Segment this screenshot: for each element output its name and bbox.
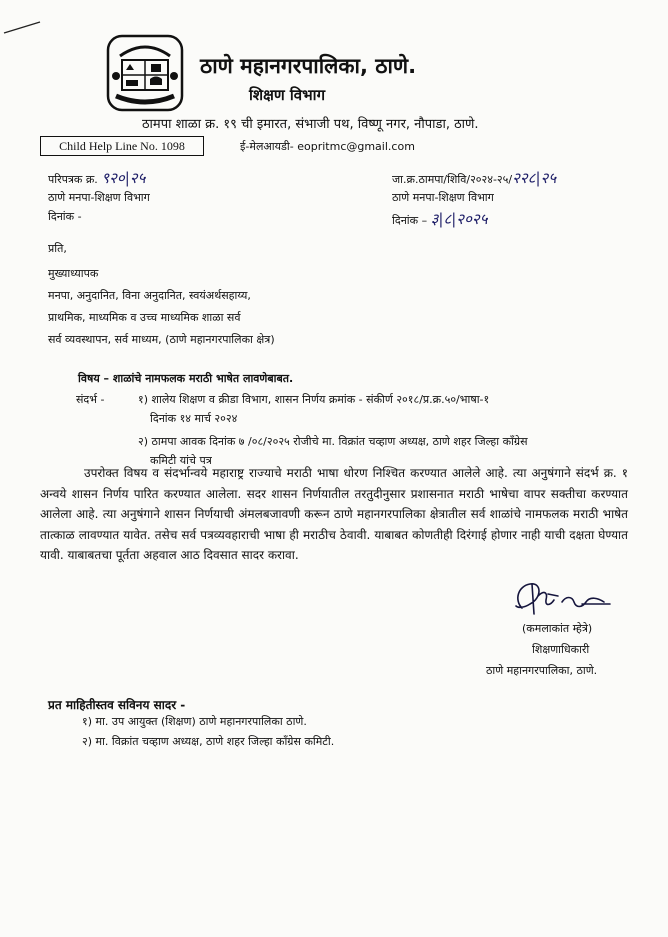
addressee-line: प्राथमिक, माध्यमिक व उच्च माध्यमिक शाळा सर्व [48, 311, 241, 324]
subject-line: विषय – शाळांचे नामफलक मराठी भाषेत लावणेबाबत. [78, 372, 294, 385]
addressee-prefix: प्रति, [48, 242, 67, 255]
email-line: ई-मेलआयडी- eopritmc@gmail.com [240, 140, 415, 153]
department-title: शिक्षण विभाग [249, 86, 326, 104]
signatory-org: ठाणे महानगरपालिका, ठाणे. [486, 664, 598, 677]
reference-item: दिनांक १४ मार्च २०२४ [150, 412, 238, 425]
reference-label: संदर्भ - [76, 393, 105, 406]
issuer-office-right: ठाणे मनपा-शिक्षण विभाग [392, 191, 494, 204]
date-left: दिनांक - [48, 210, 82, 223]
office-address: ठामपा शाळा क्र. १९ ची इमारत, संभाजी पथ, विष्णू नगर, नौपाडा, ठाणे. [142, 117, 479, 132]
addressee-line: मुख्याध्यापक [48, 267, 99, 280]
signatory-designation: शिक्षणाधिकारी [532, 643, 590, 656]
copy-to-item: २) मा. विक्रांत चव्हाण अध्यक्ष, ठाणे शहर जिल्हा कॉंग्रेस कमिटी. [82, 735, 335, 748]
circular-number: परिपत्रक क्र. ९२०|२५ [48, 169, 146, 187]
org-title: ठाणे महानगरपालिका, ठाणे. [200, 54, 417, 78]
copy-to-heading: प्रत माहितीस्तव सविनय सादर - [48, 698, 186, 712]
addressee-line: सर्व व्यवस्थापन, सर्व माध्यम, (ठाणे महानगरपालिका क्षेत्र) [48, 333, 275, 346]
copy-to-item: १) मा. उप आयुक्त (शिक्षण) ठाणे महानगरपालिका ठाणे. [82, 715, 307, 728]
reference-item: २) ठामपा आवक दिनांक ७ /०८/२०२५ रोजीचे मा. विक्रांत चव्हाण अध्यक्ष, ठाणे शहर जिल्हा कॉंग्रेस [138, 435, 528, 448]
issuer-office-left: ठाणे मनपा-शिक्षण विभाग [48, 191, 150, 204]
scan-mark [0, 0, 668, 40]
signature-image [508, 578, 618, 620]
reference-item: १) शालेय शिक्षण व क्रीडा विभाग, शासन निर्णय क्रमांक - संकीर्ण २०१८/प्र.क्र.५०/भाषा-१ [138, 393, 490, 406]
date-right: दिनांक – ३|८|२०२५ [392, 210, 488, 228]
addressee-line: मनपा, अनुदानित, विना अनुदानित, स्वयंअर्थसहाय्य, [48, 289, 251, 302]
tmc-emblem-logo [106, 34, 184, 112]
helpline-box: Child Help Line No. 1098 [40, 136, 204, 156]
outward-number: जा.क्र.ठामपा/शिवि/२०२४-२५/२२८|२५ [392, 169, 557, 187]
body-paragraph: उपरोक्त विषय व संदर्भान्वये महाराष्ट्र राज्याचे मराठी भाषा धोरण निश्चित करण्यात आलेले आहे. त्या अनुषंगाने संदर्भ क्र. १ अन्वये शासन निर्णय पारित करण्यात आलेला. सदर शासन निर्णयातील तरतुदीनुसार प्रशासनात मराठी भाषेचा वापर सक्तीचा करण्यात आलेला आहे. त्या अनुषंगाने शासन निर्णयाची अंमलबजावणी करून ठाणे महानगरपालिका क्षेत्रातील सर्व शाळांचे नामफलक मराठी भाषेत तात्काळ लावण्यात यावेत. तसेच सर्व पत्रव्यवहाराची भाषा ही मराठीच ठेवावी. याबाबत कोणतीही दिरंगाई होणार नाही याची दक्षता घेण्यात यावी. याबाबतचा पूर्तता अहवाल आठ दिवसात सादर करावा. [40, 466, 628, 563]
reference-item: कमिटी यांचे पत्र [150, 454, 212, 467]
signatory-name: (कमलाकांत म्हेत्रे) [522, 622, 593, 635]
